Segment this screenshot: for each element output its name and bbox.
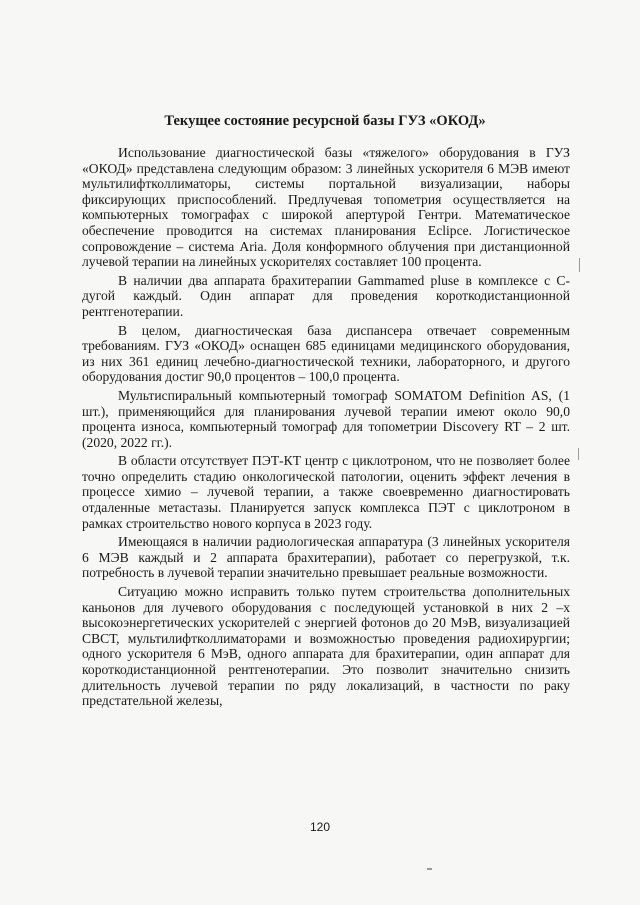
paragraph: Ситуацию можно исправить только путем строительства дополнительных каньонов для лучевого оборудования с последующей установкой в них 2 –х высокоэнергетических ускорителей с энергией фотонов до 20 МэВ, визуализацией СВСТ, мультилифтколлиматорами и возможностью проведения радиохирургии; одного ускорителя 6 МэВ, одного аппарата для брахитерапии, один аппарат для короткодистанционной рентгенотерапии. Это позволит значительно снизить длительность лучевой терапии по ряду локализаций, в частности по раку предстательной железы, [82,584,570,709]
paragraph: Мультиспиральный компьютерный томограф SOMATOM Definition AS, (1 шт.), применяющийся для планирования лучевой терапии имеют около 90,0 процента износа, компьютерный томограф для топометрии Discovery RT – 2 шт. (2020, 2022 гг.). [82,387,570,450]
scan-mark [579,258,580,272]
paragraph: В области отсутствует ПЭТ-КТ центр с циклотроном, что не позволяет более точно определить стадию онкологической патологии, оценить эффект лечения в процессе химио – лучевой терапии, а также своевременно диагностировать отдаленные метастазы. Планируется запуск комплекса ПЭТ с циклотроном в рамках строительство нового корпуса в 2023 году. [82,453,570,531]
scan-mark [427,868,432,870]
paragraph: Имеющаяся в наличии радиологическая аппаратура (3 линейных ускорителя 6 МЭВ каждый и 2 аппарата брахитерапии), работает со перегрузкой, т.к. потребность в лучевой терапии значительно превышает реальные возможности. [82,534,570,581]
paragraph: Использование диагностической базы «тяжелого» оборудования в ГУЗ «ОКОД» представлена следующим образом: 3 линейных ускорителя 6 МЭВ имеют мультилифтколлиматоры, системы портальной визуализации, наборы фиксирующих приспособлений. Предлучевая топометрия осуществляется на компьютерных томографах с широкой апертурой Гентри. Математическое обеспечение проводится на системах планирования Eclipce. Логистическое сопровождение – система Aria. Доля конформного облучения при дистанционной лучевой терапии на линейных ускорителях составляет 100 процента. [82,145,570,270]
body-text [82,145,570,712]
paragraph: В целом, диагностическая база диспансера отвечает современным требованиям. ГУЗ «ОКОД» оснащен 685 единицами медицинского оборудования, из них 361 единиц лечебно-диагностической техники, лабораторного, и другого оборудования достиг 90,0 процентов – 100,0 процента. [82,322,570,385]
page-title: Текущее состояние ресурсной базы ГУЗ «ОКОД» [164,113,486,129]
page-number: 120 [309,820,331,834]
scan-mark [578,448,579,460]
paragraph: В наличии два аппарата брахитерапии Gammamed pluse в комплексе с С-дугой каждый. Один аппарат для проведения короткодистанционной рентгенотерапии. [82,272,570,319]
